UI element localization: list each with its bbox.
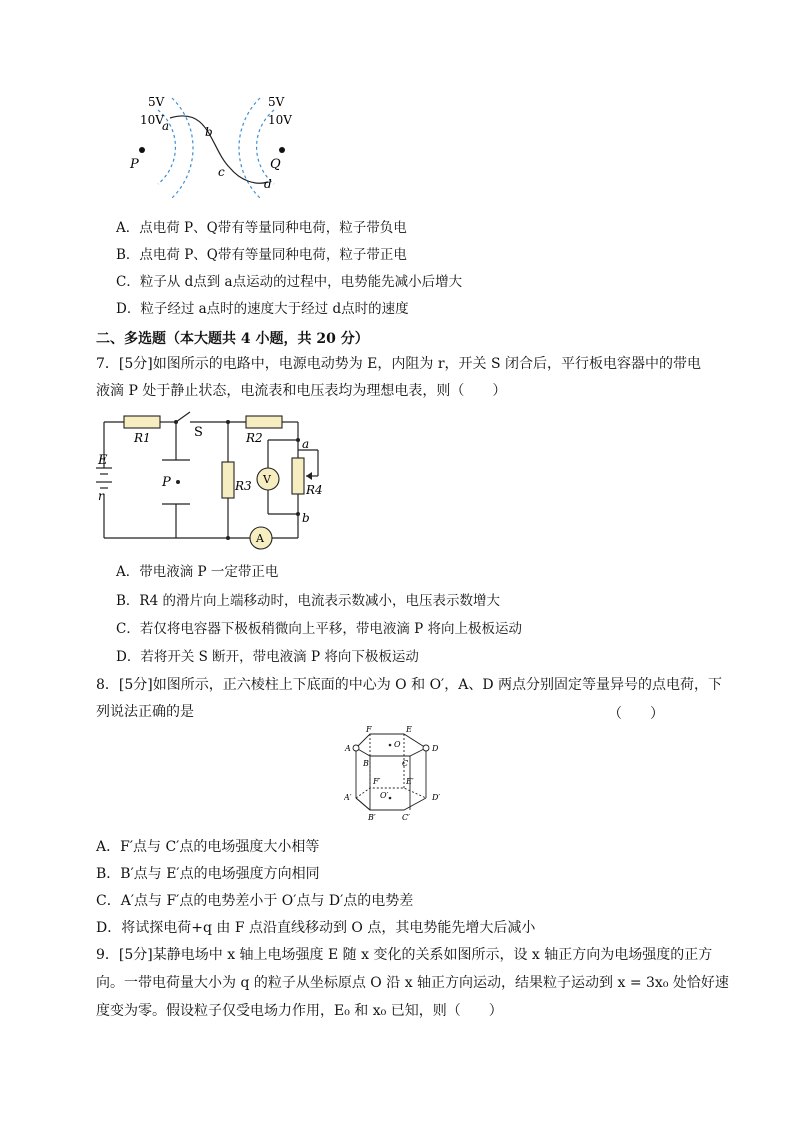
label-r2: R2 <box>246 431 263 445</box>
charge-d-icon <box>423 745 429 751</box>
q8-option-a: A．F′点与 C′点的电场强度大小相等 <box>96 839 320 855</box>
hexagonal-prism-figure <box>344 726 448 822</box>
label-a: a <box>302 437 310 451</box>
prism-label-a-prime: A′ <box>344 793 352 802</box>
right-label-5v: 5V <box>268 95 285 109</box>
circuit-figure <box>92 410 332 558</box>
resistor-r1 <box>124 416 160 428</box>
q7-stem-line2: 液滴 P 处于静止状态，电流表和电压表均为理想电表，则（ ） <box>96 383 507 399</box>
q8-answer-paren: （ ） <box>608 706 664 722</box>
prism-label-f-prime: F′ <box>373 777 381 786</box>
equipotential-figure <box>120 88 300 198</box>
q8-stem-line1: 8．[5分]如图所示，正六棱柱上下底面的中心为 O 和 O′，A、D 两点分别固定等量异号的点电荷，下 <box>96 677 723 693</box>
q8-option-d: D．将试探电荷+q 由 F 点沿直线移动到 O 点，其电势能先增大后减小 <box>96 920 536 936</box>
q7-option-b: B．R4 的滑片向上端移动时，电流表示数减小，电压表示数增大 <box>116 593 500 609</box>
label-b: b <box>302 511 310 525</box>
q6-option-a: A．点电荷 P、Q带有等量同种电荷，粒子带负电 <box>116 220 407 236</box>
q7-option-a: A．带电液滴 P 一定带正电 <box>116 564 279 580</box>
label-r3: R3 <box>235 479 252 493</box>
left-label-10v: 10V <box>140 113 164 127</box>
prism-label-c-prime: C′ <box>402 813 410 822</box>
point-d-label: d <box>264 177 272 191</box>
q8-option-c: C．A′点与 F′点的电势差小于 O′点与 D′点的电势差 <box>96 893 414 909</box>
right-label-10v: 10V <box>268 113 292 127</box>
charge-q-dot <box>279 147 285 153</box>
point-b-label: b <box>205 125 213 139</box>
label-droplet: P <box>162 475 171 490</box>
q7-option-c: C．若仅将电容器下极板稍微向上平移，带电液滴 P 将向上极板运动 <box>116 621 522 637</box>
label-emf: E <box>98 453 108 468</box>
label-ammeter: A <box>256 532 264 545</box>
charge-q-label: Q <box>270 157 281 172</box>
prism-label-o: O <box>394 740 401 749</box>
label-internal-r: r <box>98 489 104 503</box>
label-r4: R4 <box>306 483 323 497</box>
droplet-dot <box>176 480 180 484</box>
resistor-r4 <box>292 458 304 494</box>
q9-stem-line2: 向。一带电荷量大小为 q 的粒子从坐标原点 O 沿 x 轴正方向运动，结果粒子运动到 x = 3x₀ 处恰好速 <box>96 975 729 991</box>
prism-label-d-prime: D′ <box>432 793 441 802</box>
section-title: 二、多选题（本大题共 4 小题，共 20 分） <box>96 331 369 347</box>
prism-label-f: F <box>366 726 372 734</box>
point-c-label: c <box>218 165 225 179</box>
label-switch: S <box>194 425 203 440</box>
left-label-5v: 5V <box>148 95 165 109</box>
q8-stem-line2: 列说法正确的是 <box>96 704 194 720</box>
q9-stem-line1: 9．[5分]某静电场中 x 轴上电场强度 E 随 x 变化的关系如图所示，设 x 轴正方向为电场强度的正方 <box>96 947 713 963</box>
resistor-r3 <box>222 462 234 498</box>
prism-label-e: E <box>406 726 412 734</box>
q6-option-d: D．粒子经过 a点时的速度大于经过 d点时的速度 <box>116 301 409 317</box>
prism-label-b-prime: B′ <box>368 813 376 822</box>
label-r1: R1 <box>134 431 151 445</box>
q7-option-d: D．若将开关 S 断开，带电液滴 P 将向下极板运动 <box>116 649 419 665</box>
charge-p-label: P <box>130 157 139 172</box>
prism-label-e-prime: E′ <box>406 777 414 786</box>
q6-option-c: C．粒子从 d点到 a点运动的过程中，电势能先减小后增大 <box>116 274 463 290</box>
point-a-label: a <box>162 119 170 133</box>
charge-a-icon <box>353 745 359 751</box>
q7-stem-line1: 7．[5分]如图所示的电路中，电源电动势为 E，内阻为 r，开关 S 闭合后，平行板电容器中的带电 <box>96 356 702 372</box>
prism-label-o-prime: O′ <box>380 791 389 800</box>
prism-label-b: B <box>363 759 369 768</box>
charge-p-dot <box>139 147 145 153</box>
label-voltmeter: V <box>263 473 271 486</box>
prism-label-c: C <box>402 759 409 768</box>
q6-option-b: B．点电荷 P、Q带有等量同种电荷，粒子带正电 <box>116 247 407 263</box>
prism-label-a: A <box>345 744 351 753</box>
prism-label-d: D <box>432 744 439 753</box>
resistor-r2 <box>246 416 282 428</box>
q8-option-b: B．B′点与 E′点的电场强度方向相同 <box>96 866 320 882</box>
q9-stem-line3: 度变为零。假设粒子仅受电场力作用，E₀ 和 x₀ 已知，则（ ） <box>96 1003 503 1019</box>
